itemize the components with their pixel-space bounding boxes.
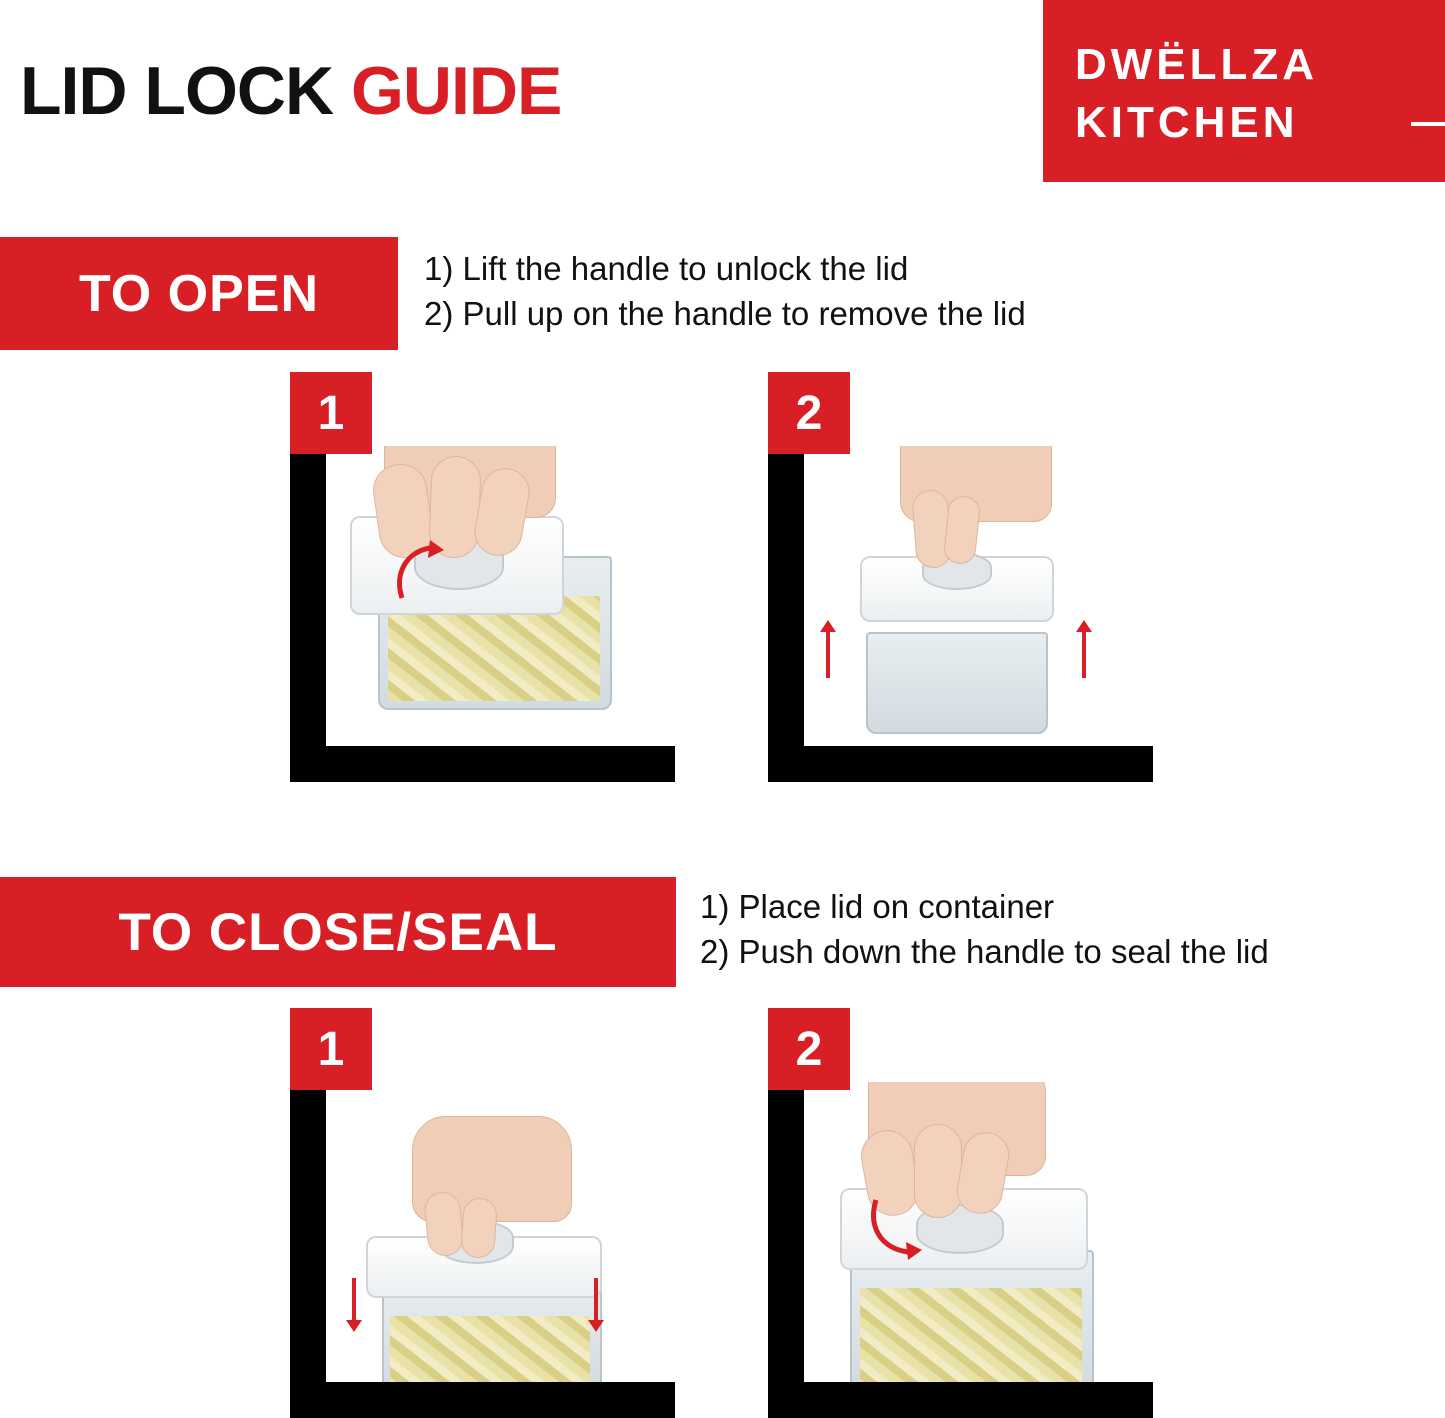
section-banner-to-close-seal: TO CLOSE/SEAL xyxy=(0,877,676,987)
rotate-down-arrow-icon xyxy=(864,1194,940,1264)
brand-name-line2: KITCHEN xyxy=(1075,98,1299,147)
brand-rule-divider xyxy=(1411,122,1445,126)
up-arrow-icon xyxy=(826,630,830,678)
pasta-contents-icon xyxy=(390,1316,590,1382)
panel-frame-left xyxy=(290,1046,326,1418)
step-badge: 2 xyxy=(768,372,850,454)
brand-name-line1: DWËLLZA xyxy=(1075,40,1319,89)
panel-frame-bottom xyxy=(290,746,675,782)
panel-frame-left xyxy=(768,410,804,782)
step-text: 1) Place lid on container xyxy=(700,888,1055,925)
page-title-main: LID LOCK xyxy=(20,53,351,129)
up-arrow-icon xyxy=(1082,630,1086,678)
panel-frame-bottom xyxy=(768,1382,1153,1418)
page-title-accent: GUIDE xyxy=(350,53,562,129)
panel-frame-left xyxy=(768,1046,804,1418)
illustration-panel-open-2 xyxy=(768,386,1153,782)
panel-photo xyxy=(326,446,639,746)
panel-photo xyxy=(326,1082,639,1382)
page-title xyxy=(20,52,561,130)
panel-photo xyxy=(804,1082,1117,1382)
finger-icon xyxy=(460,1197,498,1259)
panel-frame-left xyxy=(290,410,326,782)
container-body-icon xyxy=(866,632,1048,734)
step-badge: 1 xyxy=(290,1008,372,1090)
illustration-panel-close-1 xyxy=(290,1022,675,1418)
brand-logo xyxy=(1043,0,1445,182)
steps-list-to-open xyxy=(424,247,1026,336)
step-text: 1) Lift the handle to unlock the lid xyxy=(424,250,909,287)
step-badge: 2 xyxy=(768,1008,850,1090)
down-arrow-icon xyxy=(352,1278,356,1322)
step-text: 2) Pull up on the handle to remove the lid xyxy=(424,294,1026,332)
panel-frame-bottom xyxy=(768,746,1153,782)
panel-frame-bottom xyxy=(290,1382,675,1418)
rotate-up-arrow-icon xyxy=(388,538,458,608)
step-badge: 1 xyxy=(290,372,372,454)
step-text: 2) Push down the handle to seal the lid xyxy=(700,932,1269,970)
steps-list-to-close-seal xyxy=(700,885,1269,974)
pasta-contents-icon xyxy=(860,1288,1082,1382)
illustration-panel-open-1 xyxy=(290,386,675,782)
panel-photo xyxy=(804,446,1117,746)
illustration-panel-close-2 xyxy=(768,1022,1153,1418)
down-arrow-icon xyxy=(594,1278,598,1322)
section-banner-to-open: TO OPEN xyxy=(0,237,398,350)
